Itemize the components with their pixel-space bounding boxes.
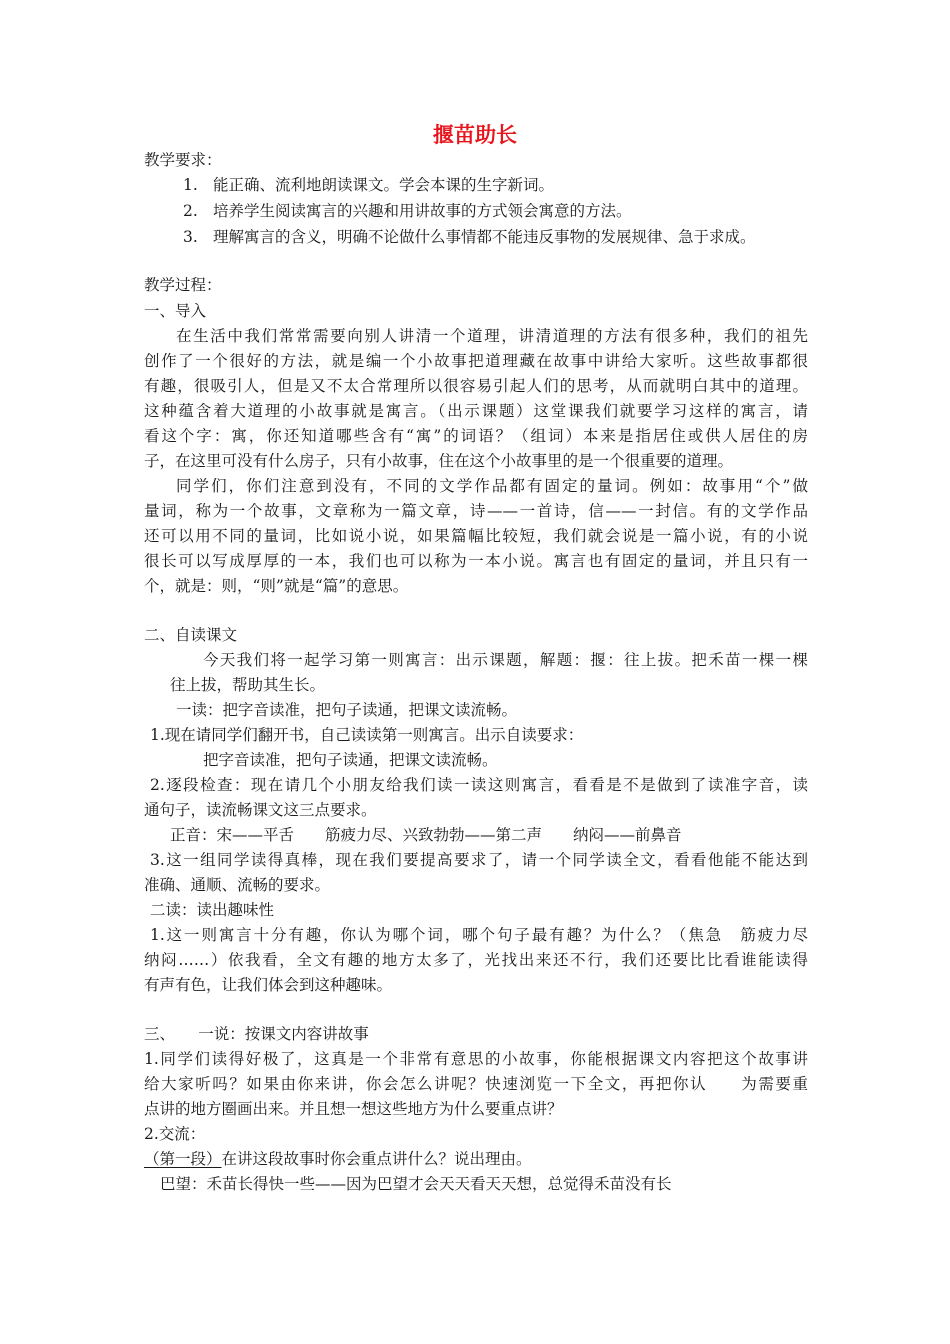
- process-heading: 教学过程：: [144, 276, 222, 294]
- requirement-item-2: [183, 199, 632, 223]
- paragraph-line: 2.逐段检查：现在请几个小朋友给我们读一读这则寓言，看看是不是做到了读准字音，读: [150, 776, 808, 794]
- requirements-heading: 教学要求：: [144, 151, 222, 169]
- paragraph-line: 1.同学们读得好极了，这真是一个非常有意思的小故事，你能根据课文内容把这个故事讲: [144, 1050, 808, 1068]
- paragraph-line: 今天我们将一起学习第一则寓言：出示课题，解题：揠：往上拔。把禾苗一棵一棵: [203, 651, 808, 669]
- paragraph-question: 在讲这段故事时你会重点讲什么？说出理由。: [221, 1150, 532, 1168]
- paragraph-line: 子，在这里可没有什么房子，只有小故事，住在这个小故事里的是一个很重要的道理。: [144, 452, 734, 470]
- paragraph-line: 有趣，很吸引人，但是又不太合常理所以很容易引起人们的思考，从而就明白其中的道理。: [144, 377, 808, 395]
- reading-requirement: 把字音读准，把句子读通，把课文读流畅。: [203, 751, 498, 769]
- requirement-item-3: [183, 225, 756, 249]
- first-reading-label: 一读：把字音读准，把句子读通，把课文读流畅。: [176, 701, 518, 719]
- document-title: 揠苗助长: [433, 123, 517, 147]
- paragraph-line: 同学们，你们注意到没有，不同的文学作品都有固定的量词。例如：故事用“个”做: [176, 477, 808, 495]
- paragraph-line: 点讲的地方圈画出来。并且想一想这些地方为什么要重点讲？: [144, 1100, 563, 1118]
- requirement-item-1: [183, 173, 554, 197]
- section-heading-intro: 一、导入: [144, 302, 207, 320]
- bawang-line: 巴望：禾苗长得快一些——因为巴望才会天天看天天想，总觉得禾苗没有长: [160, 1175, 672, 1193]
- paragraph-line: 准确、通顺、流畅的要求。: [144, 876, 331, 894]
- paragraph-line: 量词，称为一个故事，文章称为一篇文章，诗——一首诗，信——一封信。有的文学作品: [144, 502, 808, 520]
- paragraph-line: 往上拔，帮助其生长。: [170, 676, 326, 694]
- requirement-text: 理解寓言的含义，明确不论做什么事情都不能违反事物的发展规律、急于求成。: [213, 228, 756, 246]
- requirement-number: 1.: [183, 176, 198, 194]
- paragraph-line: 3.这一组同学读得真棒，现在我们要提高要求了，请一个同学读全文，看看他能不能达到: [150, 851, 808, 869]
- requirement-text: 能正确、流利地朗读课文。学会本课的生字新词。: [213, 176, 555, 194]
- paragraph-line: 很长可以写成厚厚的一本，我们也可以称为一本小说。寓言也有固定的量词，并且只有一: [144, 552, 808, 570]
- paragraph-line: 创作了一个很好的方法，就是编一个小故事把道理藏在故事中讲给大家听。这些故事都很: [144, 352, 808, 370]
- paragraph-line: 有声有色，让我们体会到这种趣味。: [144, 976, 393, 994]
- paragraph-line: 个，就是：则，“则”就是“篇”的意思。: [144, 577, 409, 595]
- requirement-text: 培养学生阅读寓言的兴趣和用讲故事的方式领会寓意的方法。: [213, 202, 632, 220]
- paragraph-line: 这种蕴含着大道理的小故事就是寓言。（出示课题）这堂课我们就要学习这样的寓言，请: [144, 402, 808, 420]
- paragraph-question-line: [144, 1147, 532, 1171]
- second-reading-label: 二读：读出趣味性: [150, 901, 275, 919]
- paragraph-line: 在生活中我们常常需要向别人讲清一个道理，讲清道理的方法有很多种，我们的祖先: [176, 327, 808, 345]
- paragraph-line: 看这个字：寓，你还知道哪些含有“寓”的词语？（组词）本来是指居住或供人居住的房: [144, 427, 808, 445]
- section-heading-self-reading: 二、自读课文: [144, 626, 238, 644]
- paragraph-line: 纳闷……）依我看，全文有趣的地方太多了，光找出来还不行，我们还要比比看谁能读得: [144, 951, 808, 969]
- exchange-label: 2.交流：: [144, 1125, 206, 1143]
- requirement-number: 2.: [183, 202, 198, 220]
- paragraph-line: 还可以用不同的量词，比如说小说，如果篇幅比较短，我们就会说是一篇小说，有的小说: [144, 527, 808, 545]
- requirement-number: 3.: [183, 228, 198, 246]
- paragraph-line: 通句子，读流畅课文这三点要求。: [144, 801, 377, 819]
- pronunciation-notes: 正音：宋——平舌 筋疲力尽、兴致勃勃——第二声 纳闷——前鼻音: [170, 826, 682, 844]
- section-heading-storytelling: 三、 一说：按课文内容讲故事: [144, 1025, 369, 1043]
- paragraph-line: 给大家听吗？如果由你来讲，你会怎么讲呢？快速浏览一下全文，再把你认 为需要重: [144, 1075, 808, 1093]
- paragraph-label: （第一段）: [144, 1150, 222, 1168]
- list-item: 1.现在请同学们翻开书，自己读读第一则寓言。出示自读要求：: [150, 726, 584, 744]
- paragraph-line: 1.这一则寓言十分有趣，你认为哪个词，哪个句子最有趣？为什么？（焦急 筋疲力尽: [150, 926, 808, 944]
